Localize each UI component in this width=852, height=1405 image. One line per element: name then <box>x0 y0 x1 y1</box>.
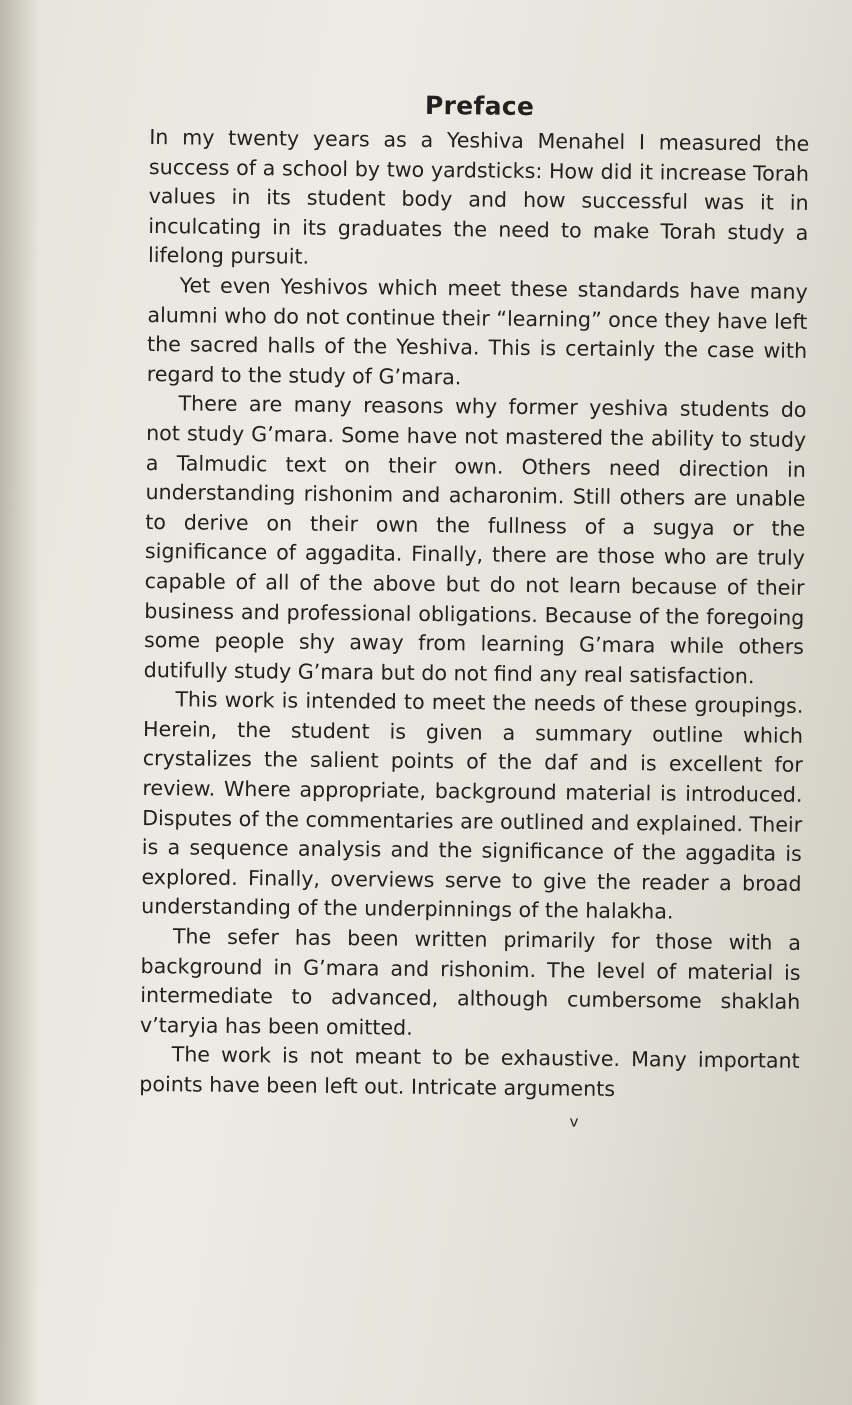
paragraph: The sefer has been written primarily for those with a background in G’mara and rishonim. The level of material is intermediate to advanced, although cumbersome shaklah v’taryia has been omitted. <box>139 924 802 1040</box>
paragraph: This work is intended to meet the needs of these groupings. Herein, the student is given a summary outline which crystalizes the salient points of the daf and is excellent for review. Where appropriate, background material is introduced. Disputes of the commentaries are outlined and explained. Their is a sequence analysis and the significance of the aggadita is explored. Finally, overviews serve to give the reader a broad understanding of the underpinnings of the halakha. <box>141 687 804 924</box>
page-title: Preface <box>424 90 535 122</box>
paragraph: The work is not meant to be exhaustive. Many important points have been left out. Intricate arguments <box>139 1042 800 1101</box>
book-page <box>139 70 810 1132</box>
paragraph: In my twenty years as a Yeshiva Menahel I measured the success of a school by two yardsticks: How did it increase Torah values in its student body and how successful was it in inculcating in its graduates the need to make Torah study a lifelong pursuit. <box>147 124 810 270</box>
page-number: v <box>569 1112 579 1131</box>
paragraph: There are many reasons why former yeshiva students do not study G’mara. Some have not mastered the ability to study a Talmudic text on their own. Others need direction in understanding rishonim and acharonim. Still others are unable to derive on their own the fullness of a sugya or the significance of aggadita. Finally, there are those who are truly capable of all of the above but do not learn because of their business and professional obligations. Because of the foregoing some people shy away from learning G’mara while others dutifully study G’mara but do not find any real satisfaction. <box>143 391 807 689</box>
paragraph: Yet even Yeshivos which meet these standards have many alumni who do not continue their “learning” once they have left the sacred halls of the Yeshiva. This is certainly the case with regard to the study of G’mara. <box>146 273 808 390</box>
page-body <box>139 123 809 1106</box>
spine-shadow <box>0 0 40 1405</box>
